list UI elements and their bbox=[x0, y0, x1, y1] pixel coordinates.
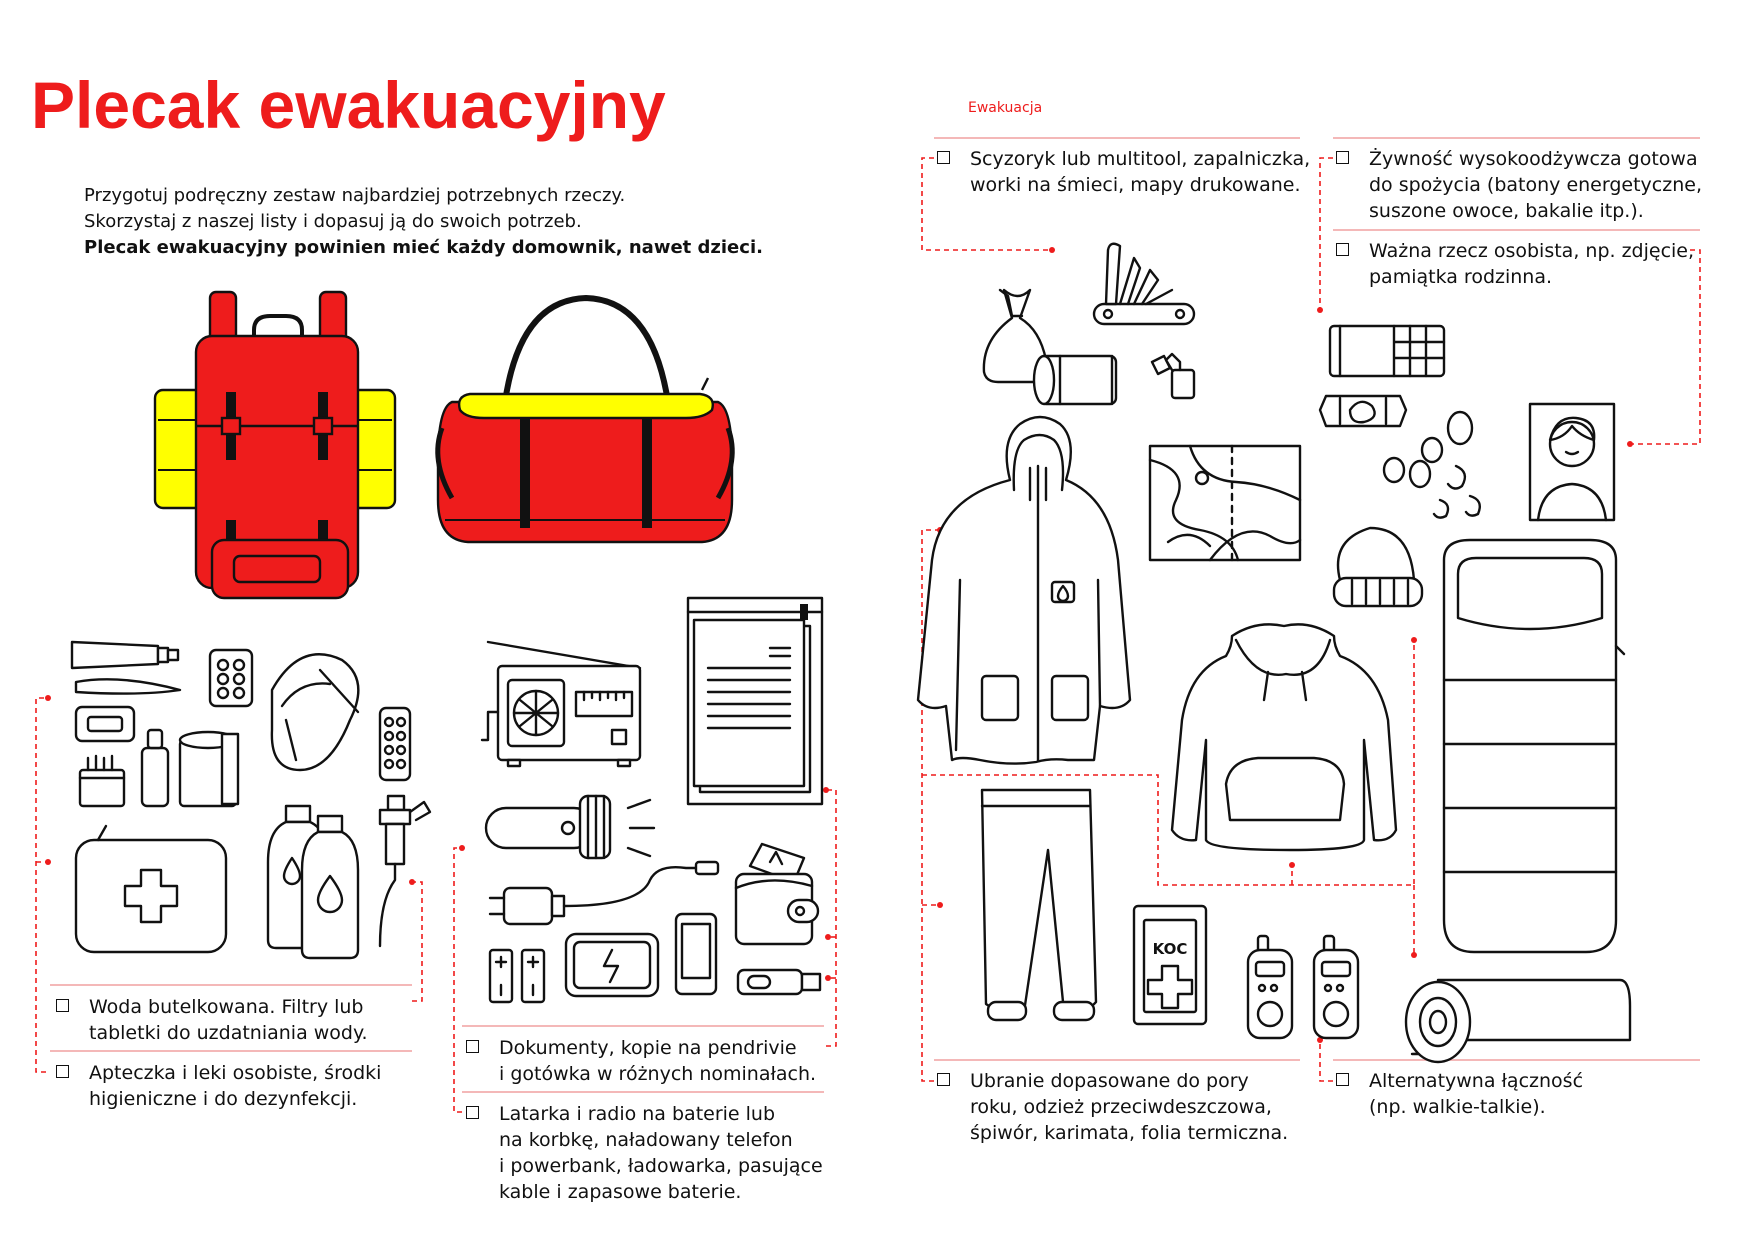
checklist-item-label: Scyzoryk lub multitool, zapalniczka, worki na śmieci, mapy drukowane. bbox=[970, 148, 1311, 196]
section-label: Ewakuacja bbox=[968, 100, 1043, 116]
walkie-talkie-icon bbox=[1248, 936, 1358, 1038]
document-folder-icon bbox=[688, 598, 822, 804]
checklist-item-label: Apteczka i leki osobiste, środki higieniczne i do dezynfekcji. bbox=[89, 1062, 382, 1110]
radio-icon bbox=[482, 642, 640, 766]
sleeping-bag-icon bbox=[1444, 540, 1624, 952]
pants-icon bbox=[982, 790, 1096, 1020]
checklist-item-label: Alternatywna łączność (np. walkie-talkie). bbox=[1369, 1070, 1584, 1118]
blanket-label: KOC bbox=[1152, 940, 1188, 958]
beanie-icon bbox=[1334, 528, 1422, 606]
sleeping-mat-icon bbox=[1406, 980, 1630, 1062]
blanket-icon bbox=[1134, 906, 1206, 1024]
checklist-item-label: Dokumenty, kopie na pendrivie i gotówka w różnych nominałach. bbox=[499, 1037, 817, 1085]
multitool-icon bbox=[1094, 244, 1194, 324]
flashlight-icon bbox=[486, 796, 654, 858]
map-icon bbox=[1150, 446, 1300, 560]
duffel-bag-icon bbox=[438, 298, 732, 542]
checklist-item-label: Woda butelkowana. Filtry lub tabletki do uzdatniania wody. bbox=[89, 996, 368, 1044]
checklist-item-label: Latarka i radio na baterie lub na korbkę, naładowany telefon i powerbank, ładowarka, pasujące kable i zapasowe baterie. bbox=[499, 1103, 823, 1203]
checklist-item-label: Ubranie dopasowane do pory roku, odzież przeciwdeszczowa, śpiwór, karimata, folia termiczna. bbox=[970, 1070, 1289, 1144]
lighter-icon bbox=[1152, 354, 1194, 398]
electronics-icon bbox=[490, 862, 718, 1002]
checklist-item-label: Ważna rzecz osobista, np. zdjęcie, pamiątka rodzinna. bbox=[1369, 240, 1695, 288]
wallet-icon bbox=[736, 844, 818, 944]
first-aid-kit-icon bbox=[76, 826, 226, 952]
backpack-icon bbox=[155, 292, 395, 598]
intro-line-2: Skorzystaj z naszej listy i dopasuj ją do swoich potrzeb. bbox=[84, 211, 582, 232]
intro-line-3: Plecak ewakuacyjny powinien mieć każdy domownik, nawet dzieci. bbox=[84, 237, 763, 258]
hoodie-icon bbox=[1172, 624, 1396, 850]
food-icon bbox=[1320, 326, 1480, 518]
usb-drive-icon bbox=[738, 970, 820, 994]
hygiene-items-icon bbox=[72, 642, 410, 780]
intro-line-1: Przygotuj podręczny zestaw najbardziej potrzebnych rzeczy. bbox=[84, 185, 626, 206]
photo-icon bbox=[1530, 404, 1614, 520]
page-title: Plecak ewakuacyjny bbox=[31, 68, 666, 142]
water-bottles-icon bbox=[268, 796, 430, 958]
checklist-item-label: Żywność wysokoodżywcza gotowa do spożycia (batony energetyczne, suszone owoce, bakalie itp.). bbox=[1369, 148, 1702, 222]
raincoat-icon bbox=[918, 417, 1130, 764]
